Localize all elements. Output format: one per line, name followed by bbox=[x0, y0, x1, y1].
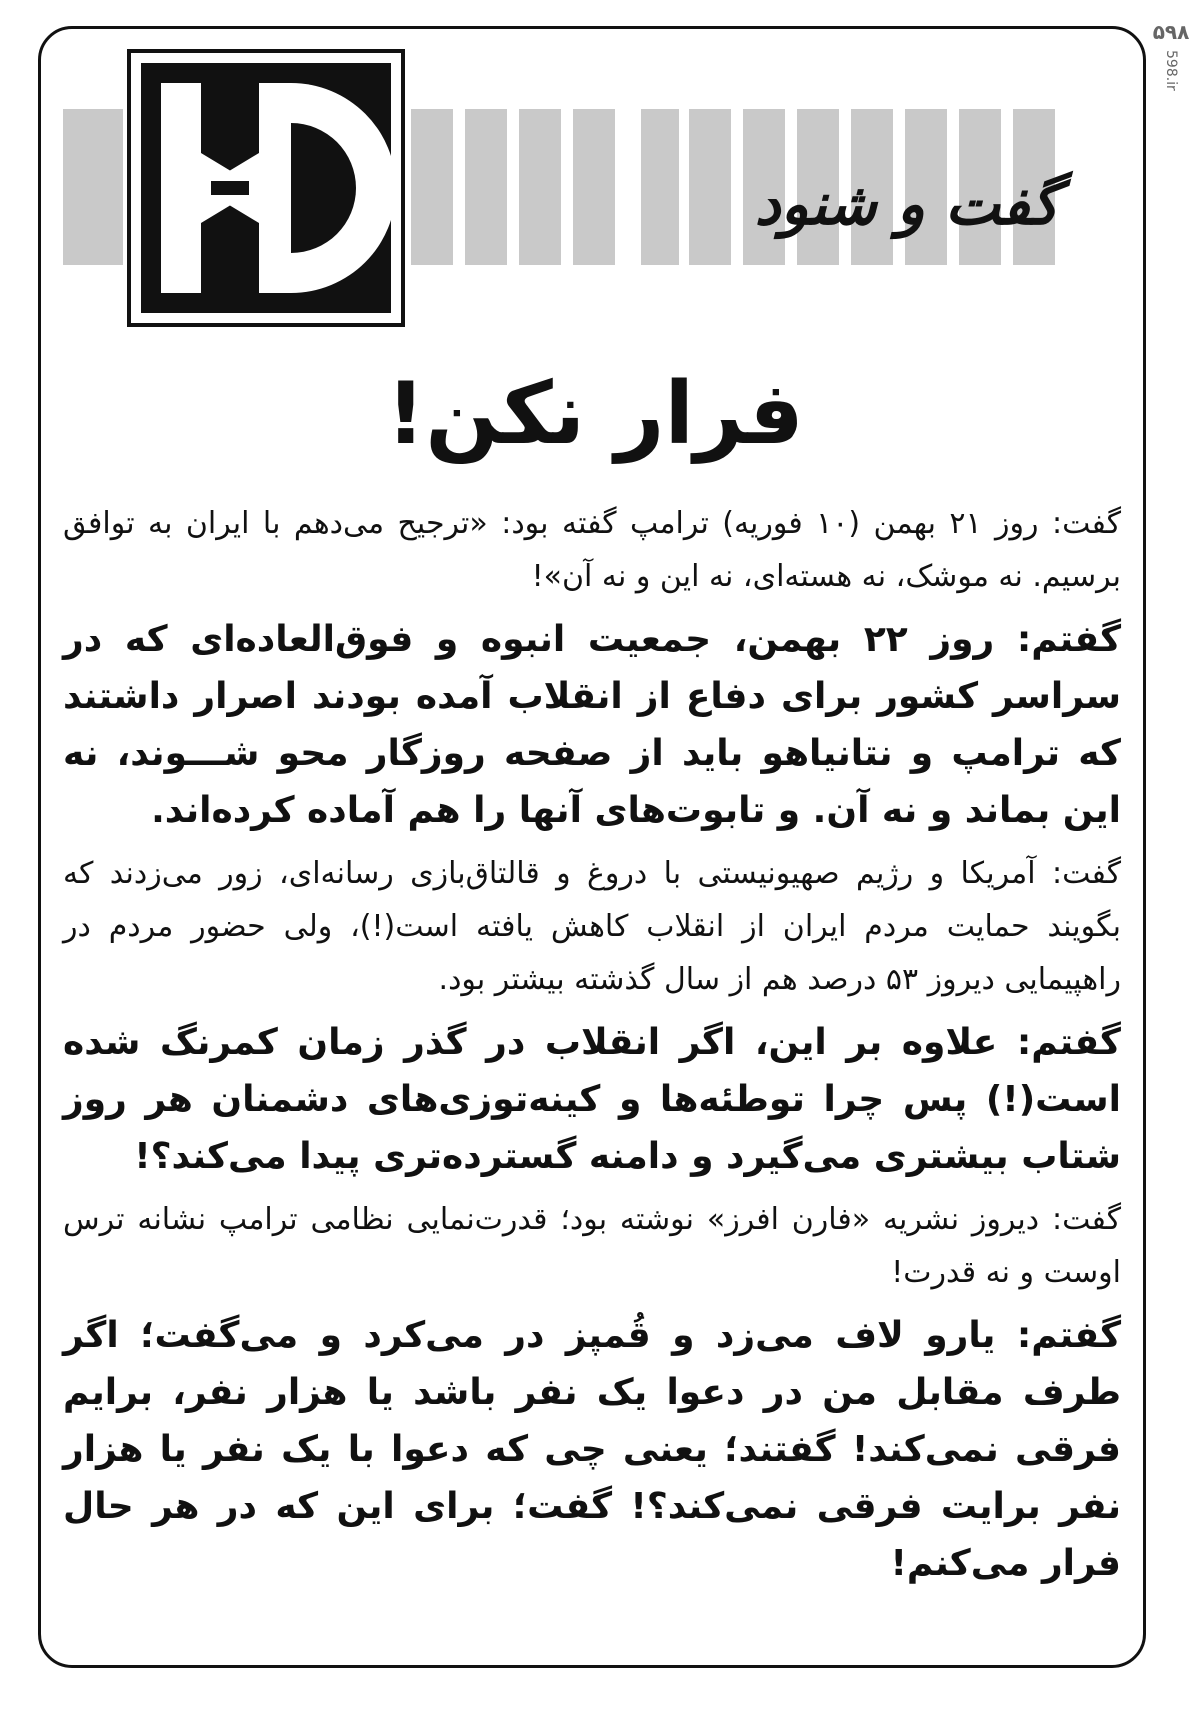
article-body bbox=[63, 497, 1121, 1600]
article-title: فرار نکن! bbox=[386, 364, 804, 464]
column-logo bbox=[127, 49, 405, 327]
column-header bbox=[41, 29, 1149, 329]
paragraph: گفتم: یارو لاف می‌زد و قُمپز در می‌کرد و می‌گفت؛ اگر طرف مقابل من در دعوا یک نفر باشد یا هزار نفر، برایم فرقی نمی‌کند! گفتند؛ یعنی چی که دعوا با یک نفر یا هزار نفر برایت فرقی نمی‌کند؟! گفت؛ برای این که در هر حال فرار می‌کنم! bbox=[63, 1315, 1121, 1584]
paragraph: گفت: آمریکا و رژیم صهیونیستی با دروغ و قالتاق‌بازی رسانه‌ای، زور می‌زدند که بگویند حمایت مردم ایران از انقلاب کاهش یافته است(!)، ولی حضور مردم در راهپیمایی دیروز ۵۳ درصد هم از سال گذشته بیشتر بود. bbox=[63, 856, 1121, 997]
section-title: گفت و شنود bbox=[754, 170, 1059, 238]
paragraph: گفت: دیروز نشریه «فارن افرز» نوشته بود؛ قدرت‌نمایی نظامی ترامپ نشانه ترس اوست و نه قدرت! bbox=[63, 1202, 1121, 1290]
column-logo-icon bbox=[141, 63, 391, 313]
paragraph: گفت: روز ۲۱ بهمن (۱۰ فوریه) ترامپ گفته بود: «ترجیح می‌دهم با ایران به توافق برسیم. نه موشک، نه هسته‌ای، نه این و نه آن»! bbox=[63, 506, 1121, 594]
watermark-url: 598.ir bbox=[1163, 50, 1179, 91]
watermark-logo: ۵۹۸ bbox=[1152, 20, 1190, 44]
paragraph: گفتم: روز ۲۲ بهمن، جمعیت انبوه و فوق‌العاده‌ای که در سراسر کشور برای دفاع از انقلاب آمده بودند اصرار داشتند که ترامپ و نتانیاهو باید از صفحه روزگار محو شـــوند، نه این بماند و نه آن. و تابوت‌های آنها را هم آماده کرده‌اند. bbox=[63, 619, 1122, 831]
article-frame bbox=[38, 26, 1146, 1668]
watermark bbox=[1148, 20, 1194, 91]
paragraph: گفتم: علاوه بر این، اگر انقلاب در گذر زمان کمرنگ شده است(!) پس چرا توطئه‌ها و کینه‌توزی‌های دشمنان هر روز شتاب بیشتری می‌گیرد و دامنه گسترده‌تری پیدا می‌کند؟! bbox=[63, 1022, 1121, 1177]
